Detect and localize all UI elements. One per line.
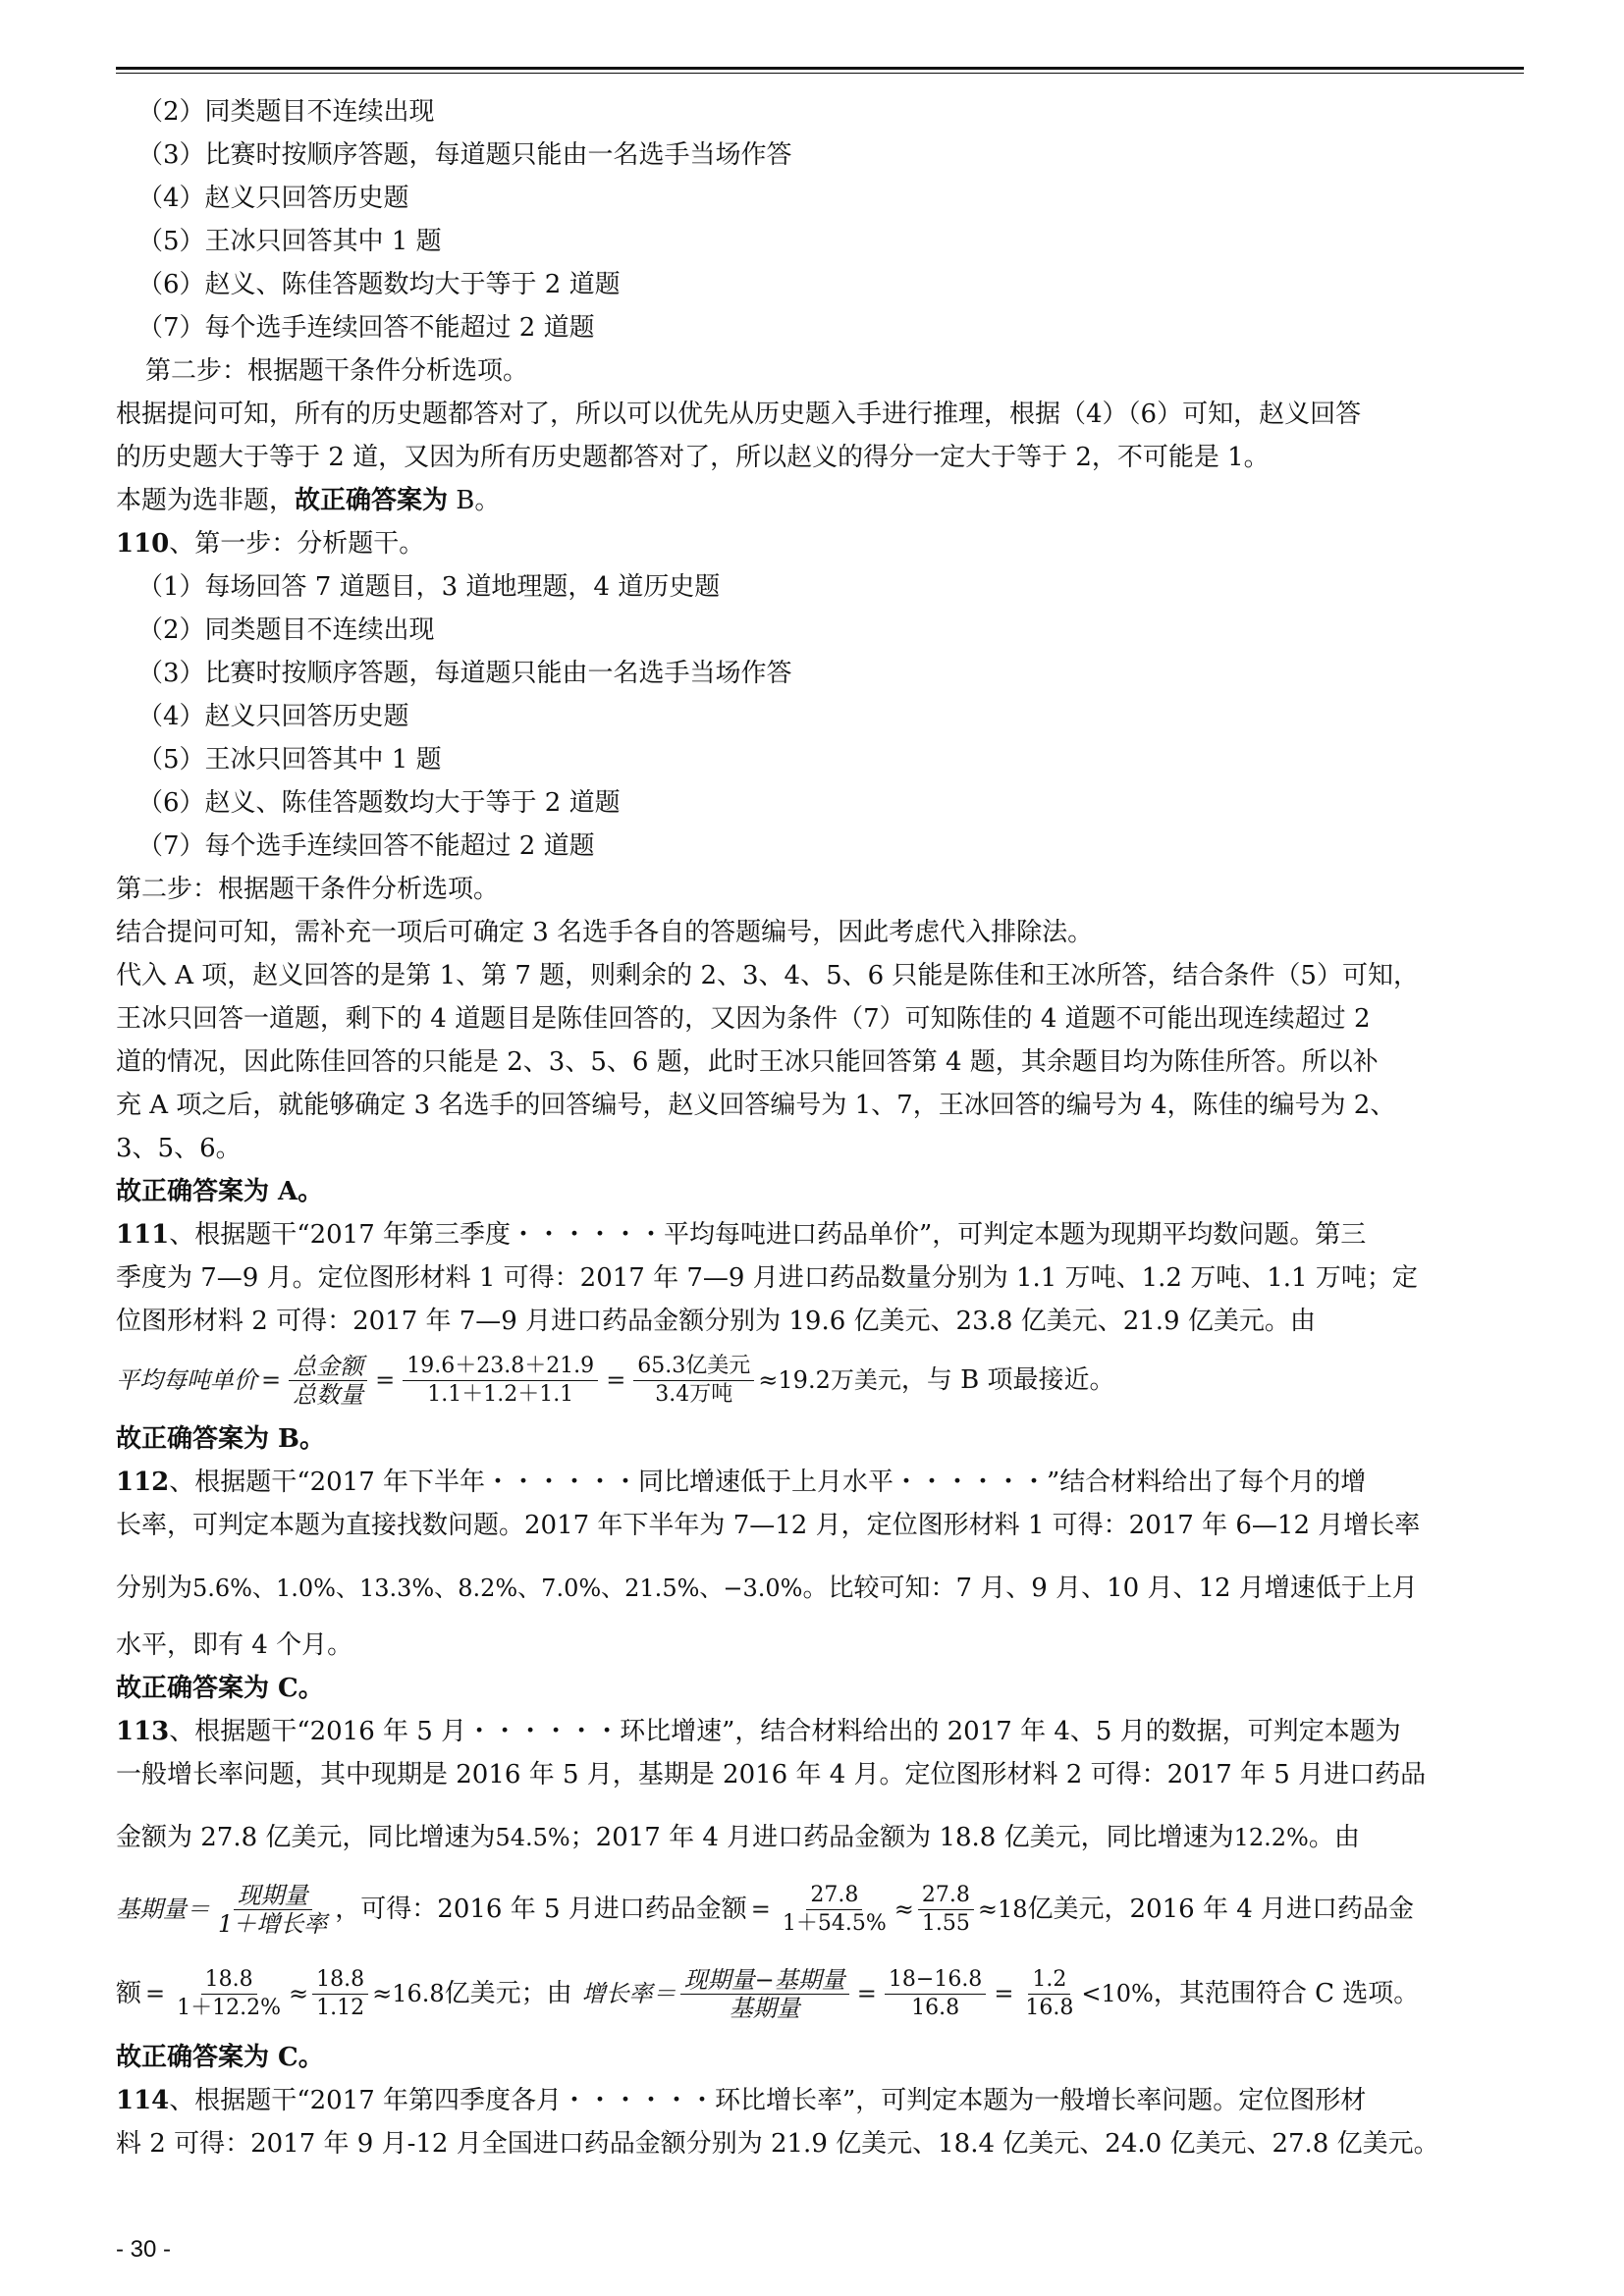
fraction <box>918 1882 974 1938</box>
formula-eq: = <box>261 1366 282 1394</box>
paragraph-line: 道的情况，因此陈佳回答的只能是 2、3、5、6 题，此时王冰只能回答第 4 题，其余题目均为陈佳所答。所以补 <box>116 1047 1379 1077</box>
denominator: 1.12 <box>316 1995 365 2020</box>
question-line <box>116 1461 1530 1504</box>
denominator: 1.55 <box>921 1910 970 1936</box>
formula-text: 额 <box>116 1979 142 2008</box>
denominator: 3.4万吨 <box>655 1381 733 1407</box>
denominator: 1＋54.5% <box>782 1910 887 1936</box>
paragraph-line: 季度为 7—9 月。定位图形材料 1 可得：2017 年 7—9 月进口药品数量分别为 1.1 万吨、1.2 万吨、1.1 万吨；定 <box>116 1263 1418 1293</box>
rate-value: 54.5% <box>495 1824 570 1851</box>
question-line <box>116 522 1530 565</box>
answer-option: B。 <box>448 486 501 515</box>
condition-line: （4）赵义只回答历史题 <box>137 702 409 731</box>
answer-line: 故正确答案为 B。 <box>116 1424 326 1454</box>
fraction <box>779 1882 891 1938</box>
condition-line: （2）同类题目不连续出现 <box>137 615 435 645</box>
paragraph-line: 一般增长率问题，其中现期是 2016 年 5 月，基期是 2016 年 4 月。定位图形材料 2 可得：2017 年 5 月进口药品 <box>116 1760 1427 1789</box>
question-text: 、根据题干“2017 年第三季度・・・・・・平均每吨进口药品单价”，可判定本题为现期平均数问题。第三 <box>169 1220 1367 1250</box>
paragraph-line: 的历史题大于等于 2 道，又因为所有历史题都答对了，所以赵义的得分一定大于等于 2，不可能是 1。 <box>116 443 1270 472</box>
denominator: 16.8 <box>1025 1995 1074 2020</box>
page-content <box>116 90 1530 2165</box>
question-line <box>116 2079 1530 2122</box>
condition-line: （7）每个选手连续回答不能超过 2 道题 <box>137 831 595 861</box>
denominator: 总数量 <box>293 1380 364 1409</box>
question-number: 112 <box>116 1468 170 1497</box>
formula-text: ，可得：2016 年 5 月进口药品金额 <box>335 1895 747 1924</box>
question-number: 111 <box>116 1220 170 1250</box>
formula-approx: ≈ <box>893 1896 914 1923</box>
question-text: 、根据题干“2017 年第四季度各月・・・・・・环比增长率”，可判定本题为一般增长率问题。定位图形材 <box>169 2086 1367 2115</box>
paragraph-line: 王冰只回答一道题，剩下的 4 道题目是陈佳回答的，又因为条件（7）可知陈佳的 4 道题不可能出现连续超过 2 <box>116 1004 1371 1034</box>
numerator: 18.8 <box>312 1966 368 1995</box>
text: 。由 <box>1308 1823 1360 1852</box>
numerator: 19.6＋23.8＋21.9 <box>403 1353 598 1381</box>
formula-line <box>116 1343 1530 1417</box>
condition-line: （5）王冰只回答其中 1 题 <box>137 227 442 256</box>
answer-label: 故正确答案为 <box>295 486 449 515</box>
paragraph-line <box>116 1808 1530 1867</box>
condition-line: （3）比赛时按顺序答题，每道题只能由一名选手当场作答 <box>137 659 792 688</box>
formula-compare: <10% <box>1081 1980 1154 2007</box>
paragraph-line: 根据提问可知，所有的历史题都答对了，所以可以优先从历史题入手进行推理，根据（4）（6）可知，赵义回答 <box>116 400 1362 429</box>
condition-line: （2）同类题目不连续出现 <box>137 97 435 127</box>
numerator: 27.8 <box>806 1882 862 1910</box>
paragraph-line: 长率，可判定本题为直接找数问题。2017 年下半年为 7—12 月，定位图形材料 1 可得：2017 年 6—12 月增长率 <box>116 1511 1421 1540</box>
fraction <box>289 1353 367 1409</box>
paragraph-line: 位图形材料 2 可得：2017 年 7—9 月进口药品金额分别为 19.6 亿美元、23.8 亿美元、21.9 亿美元。由 <box>116 1307 1316 1336</box>
numerator: 现期量−基期量 <box>680 1966 849 1995</box>
numerator: 27.8 <box>918 1882 974 1910</box>
numerator: 18−16.8 <box>885 1966 986 1995</box>
question-number: 114 <box>116 2086 170 2115</box>
text: 金额为 27.8 亿美元，同比增速为 <box>116 1823 496 1852</box>
formula-result: ≈19.2万美元 <box>758 1366 901 1394</box>
formula-tail: ，与 B 项最接近。 <box>900 1365 1115 1395</box>
rate-value: 12.2% <box>1233 1824 1309 1851</box>
step-line: 第二步：根据题干条件分析选项。 <box>116 875 500 904</box>
rate-list: 5.6%、1.0%、13.3%、8.2%、7.0%、21.5%、−3.0% <box>192 1575 803 1602</box>
fraction <box>680 1966 849 2022</box>
header-rule-thin <box>116 73 1524 74</box>
text: 分别为 <box>116 1574 193 1603</box>
paragraph-line: 料 2 可得：2017 年 9 月-12 月全国进口药品金额分别为 21.9 亿美元、18.4 亿美元、24.0 亿美元、27.8 亿美元。 <box>116 2129 1439 2159</box>
denominator: 1＋12.2% <box>177 1995 282 2020</box>
fraction <box>214 1882 331 1938</box>
answer-line: 故正确答案为 C。 <box>116 2043 324 2072</box>
paragraph-line: 水平，即有 4 个月。 <box>116 1630 353 1660</box>
denominator: 基期量 <box>729 1994 800 2022</box>
fraction <box>1021 1966 1077 2022</box>
formula-text: 亿美元；由 <box>444 1979 572 2008</box>
step-line: 第二步：根据题干条件分析选项。 <box>145 356 529 386</box>
answer-line: 故正确答案为 A。 <box>116 1177 324 1206</box>
answer-line: 故正确答案为 C。 <box>116 1674 324 1703</box>
formula-lhs: 基期量＝ <box>116 1896 210 1923</box>
question-text: 、根据题干“2016 年 5 月・・・・・・环比增速”，结合材料给出的 2017 年 4、5 月的数据，可判定本题为 <box>169 1717 1401 1746</box>
fraction <box>885 1966 986 2022</box>
condition-line: （6）赵义、陈佳答题数均大于等于 2 道题 <box>137 270 621 299</box>
question-text: 、第一步：分析题干。 <box>169 529 425 559</box>
condition-line: （1）每场回答 7 道题目，3 道地理题，4 道历史题 <box>137 572 721 602</box>
numerator: 总金额 <box>289 1353 367 1381</box>
formula-text: 亿美元，2016 年 4 月进口药品金 <box>1027 1895 1415 1924</box>
numerator: 现期量 <box>234 1882 312 1910</box>
denominator: 1＋增长率 <box>218 1909 328 1938</box>
condition-line: （5）王冰只回答其中 1 题 <box>137 745 442 774</box>
formula-line <box>116 1951 1530 2036</box>
fraction <box>173 1966 285 2022</box>
paragraph-line <box>116 1559 1530 1618</box>
formula-line <box>116 1867 1530 1951</box>
fraction <box>633 1353 754 1409</box>
fraction <box>403 1353 598 1409</box>
condition-line: （6）赵义、陈佳答题数均大于等于 2 道题 <box>137 788 621 818</box>
formula-eq: = <box>994 1980 1014 2007</box>
text: 。比较可知：7 月、9 月、10 月、12 月增速低于上月 <box>802 1574 1418 1603</box>
condition-line: （7）每个选手连续回答不能超过 2 道题 <box>137 313 595 343</box>
question-number: 110 <box>116 529 170 559</box>
formula-lhs: 增长率＝ <box>581 1980 677 2007</box>
formula-text: ，其范围符合 C 选项。 <box>1153 1979 1420 2008</box>
formula-eq: = <box>856 1980 877 2007</box>
answer-prefix: 本题为选非题， <box>116 486 296 515</box>
formula-eq: = <box>145 1980 166 2007</box>
condition-line: （3）比赛时按顺序答题，每道题只能由一名选手当场作答 <box>137 140 792 170</box>
paragraph-line: 结合提问可知，需补充一项后可确定 3 名选手各自的答题编号，因此考虑代入排除法。 <box>116 918 1094 947</box>
text: ；2017 年 4 月进口药品金额为 18.8 亿美元，同比增速为 <box>569 1823 1234 1852</box>
formula-eq: = <box>606 1366 626 1394</box>
paragraph-line: 3、5、6。 <box>116 1134 242 1163</box>
paragraph-line: 代入 A 项，赵义回答的是第 1、第 7 题，则剩余的 2、3、4、5、6 只能是陈佳和王冰所答，结合条件（5）可知， <box>116 961 1419 990</box>
page-number: - 30 - <box>116 2236 172 2263</box>
condition-line: （4）赵义只回答历史题 <box>137 184 409 213</box>
question-line <box>116 1213 1530 1256</box>
question-line <box>116 1710 1530 1753</box>
denominator: 16.8 <box>911 1995 960 2020</box>
denominator: 1.1＋1.2＋1.1 <box>427 1381 574 1407</box>
formula-approx: ≈18 <box>977 1896 1028 1923</box>
fraction <box>312 1966 368 2022</box>
question-text: 、根据题干“2017 年下半年・・・・・・同比增速低于上月水平・・・・・・”结合材料给出了每个月的增 <box>169 1468 1367 1497</box>
numerator: 18.8 <box>201 1966 257 1995</box>
numerator: 65.3亿美元 <box>633 1353 754 1381</box>
answer-line <box>116 479 1530 522</box>
formula-eq: = <box>375 1366 396 1394</box>
paragraph-line: 充 A 项之后，就能够确定 3 名选手的回答编号，赵义回答编号为 1、7，王冰回答的编号为 4，陈佳的编号为 2、 <box>116 1091 1396 1120</box>
header-rule <box>116 67 1524 70</box>
formula-eq: = <box>750 1896 771 1923</box>
question-number: 113 <box>116 1717 170 1746</box>
formula-lhs: 平均每吨单价 <box>116 1366 257 1394</box>
formula-approx: ≈ <box>289 1980 309 2007</box>
formula-approx: ≈16.8 <box>372 1980 445 2007</box>
numerator: 1.2 <box>1028 1966 1070 1995</box>
